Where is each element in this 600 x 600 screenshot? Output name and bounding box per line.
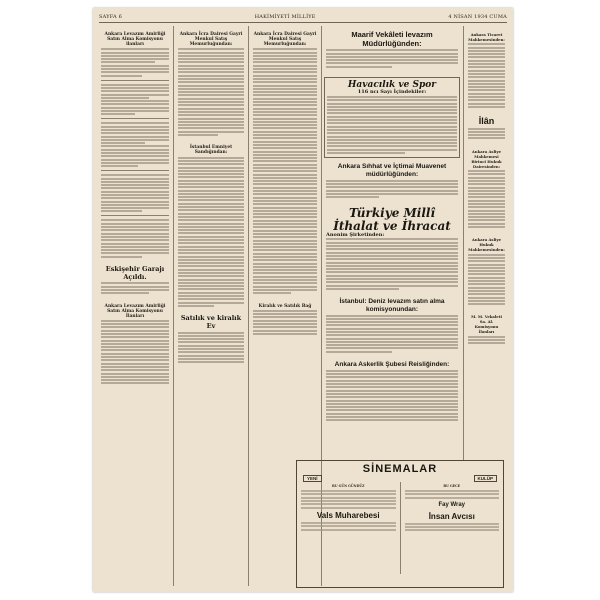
ad-emniyet	[176, 142, 246, 310]
ilan-title: İlân	[478, 116, 495, 127]
sihhat-title: Ankara Sıhhat ve İçtimai Muavenet müdürlüğünden:	[337, 163, 447, 178]
havacilik-title: Havacılık ve Spor	[347, 80, 437, 91]
cinema-tags	[297, 475, 503, 482]
issue-date: 4 NİSAN 1934 CUMA	[448, 14, 507, 20]
cinema-left-program	[297, 482, 400, 574]
ad-satilik-ev	[176, 313, 246, 366]
ad-ticaret	[466, 29, 507, 111]
ad-asliye-2	[466, 234, 507, 308]
ad-title: Ankara Asliye Hukuk Mahkemesinden:	[468, 237, 505, 253]
ad-title: Ankara İcra Dairesi Gayri Menkul Satış Memurluğundan:	[253, 32, 317, 47]
ad-garaj	[99, 264, 171, 297]
ad-title: Ankara Levazım Amirliği Satın Alma Komisyonu İlanları	[104, 303, 166, 319]
havacilik-sub: 116 ncı Sayı İçindekiler:	[357, 89, 427, 96]
askerlik-title: Ankara Askerlik Şubesi Reisliğinden:	[334, 361, 450, 369]
ad-askerlik	[324, 359, 460, 425]
ad-icra-3	[251, 29, 319, 298]
right-column	[466, 26, 507, 460]
ad-title: Ankara Ticaret Mahkemesinden:	[468, 32, 505, 42]
ad-title: Ankara Levazım Amirliği Satın Alma Komisyonu ilanları	[104, 32, 166, 47]
ad-icra-2	[176, 29, 246, 139]
cinema-left-top: BU GÜN GÜNDÜZ	[332, 484, 365, 488]
ad-title: Ankara Asliye Mahkemesi Birinci Hukuk Dairesinden:	[471, 148, 502, 169]
ad-ilan	[466, 114, 507, 142]
film-right-star: Fay Wray	[438, 501, 466, 508]
ad-asliye-1	[466, 146, 507, 232]
ad-title: Ankara İcra Dairesi Gayri Menkul Satış Memurluğundan:	[179, 32, 243, 47]
ad-kiralik-bag	[251, 301, 319, 339]
page-header	[99, 12, 507, 23]
ad-title: İstanbul Emniyet Sandığından:	[189, 145, 233, 156]
paper-name: HAKİMİYETİ MİLLİYE	[254, 14, 316, 20]
turkiye-line-3: Anonim Şirketinden:	[326, 231, 385, 238]
column-1	[99, 26, 171, 586]
maarif-title: Maarif Vekâleti levazım Müdürlüğünden:	[351, 30, 433, 48]
ad-title: Kiralık ve Satılık Bağ	[258, 303, 312, 309]
istanbul-title: İstanbul: Deniz levazım satın alma komisyonundan:	[339, 298, 445, 313]
satilik-headline: Satılık ve kiralık Ev	[180, 314, 242, 330]
ad-turkiye-milli	[324, 205, 460, 294]
column-2	[176, 26, 246, 586]
cinema-right-top: BU GECE	[443, 484, 461, 488]
cinema-right-tag: KULÜP	[474, 475, 498, 482]
ad-komisyon	[466, 311, 507, 347]
film-left-title: Vals Muharebesi	[316, 510, 380, 520]
ad-levazim-bottom	[99, 301, 171, 388]
ad-maarif	[324, 29, 460, 71]
ad-title: M. M. Vekaleti Sa. Al. Komisyonu İlanları	[471, 314, 502, 335]
turkiye-line-1: Türkiye Millî	[348, 205, 436, 220]
ad-havacilik	[324, 77, 460, 158]
garaj-headline: Eskişehir Garajı Açıldı.	[105, 265, 165, 281]
film-right-title: İnsan Avcısı	[428, 511, 475, 521]
cinema-left-tag: YENİ	[303, 475, 322, 482]
newspaper-page	[93, 8, 513, 592]
cinema-box	[296, 460, 504, 588]
ad-sihhat	[324, 161, 460, 201]
cinema-right-program	[400, 482, 504, 574]
cinema-title: SİNEMALAR	[362, 463, 438, 475]
turkiye-line-2: İthalat ve İhracat	[333, 218, 451, 233]
ad-istanbul-deniz	[324, 296, 460, 356]
page-number: SAYFA 6	[99, 14, 122, 20]
ad-levazim-top	[99, 29, 171, 261]
